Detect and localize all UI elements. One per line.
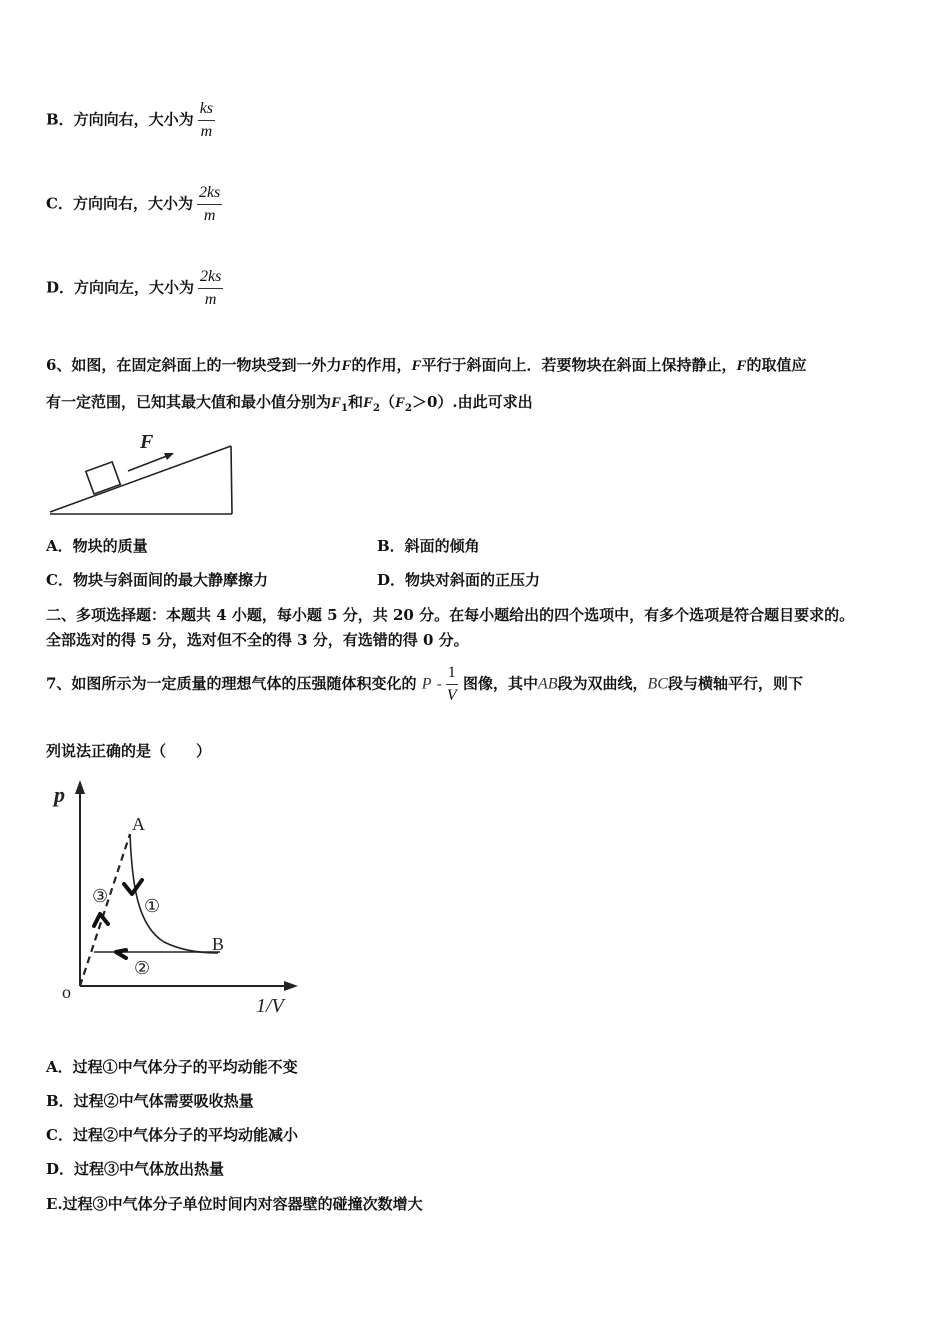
force-arrow-line <box>128 454 172 471</box>
fraction-q5-c: $\frac{2ks}{m}$ <box>198 184 221 224</box>
q6-incline-figure <box>46 426 236 518</box>
q6-stem-line1: 6、如图，在固定斜面上的一物块受到一外力F的作用，F平行于斜面向上．若要物块在斜面上保持静止，F的取值应 <box>46 356 807 374</box>
x-axis-arrow <box>284 981 298 991</box>
fraction-p-over-v: $\frac{1}{V}$ <box>446 664 457 704</box>
process-2-label: ② <box>134 958 151 978</box>
section2-line1: 二、多项选择题：本题共 4 小题，每小题 5 分，共 20 分。在每小题给出的四个选项中，有多个选项是符合题目要求的。 <box>46 606 855 624</box>
q6-option-d: D．物块对斜面的正压力 <box>377 571 541 589</box>
point-b-label: B <box>212 934 225 954</box>
q7-option-e: E.过程③中气体分子单位时间内对容器壁的碰撞次数增大 <box>46 1195 423 1213</box>
option-q5-c: C．方向向右，大小为 $\frac{2ks}{m}$ <box>46 184 221 224</box>
q7-stem-line1: 7、如图所示为一定质量的理想气体的压强随体积变化的 P - $\frac{1}{V}$ 图像，其中AB段为双曲线，BC段与横轴平行，则下 <box>46 664 803 704</box>
process-2-arrow <box>116 950 126 958</box>
q6-option-c: C．物块与斜面间的最大静摩擦力 <box>46 571 268 589</box>
block <box>86 462 121 494</box>
q7-option-b: B．过程②中气体需要吸收热量 <box>46 1092 254 1110</box>
y-axis-label: p <box>54 782 65 807</box>
section2-line2: 全部选对的得 5 分，选对但不全的得 3 分，有选错的得 0 分。 <box>46 631 469 649</box>
q6-option-b: B．斜面的倾角 <box>377 537 480 555</box>
q7-p-1v-graph <box>46 776 306 1020</box>
option-q5-d: D．方向向左，大小为 $\frac{2ks}{m}$ <box>46 268 222 308</box>
process-1-arrow <box>124 880 142 894</box>
incline-vertical <box>231 446 232 514</box>
option-q5-b: B．方向向右，大小为 $\frac{ks}{m}$ <box>46 100 214 140</box>
fraction-q5-b: $\frac{ks}{m}$ <box>199 100 214 140</box>
q6-option-a: A．物块的质量 <box>46 537 148 555</box>
q7-option-a: A．过程①中气体分子的平均动能不变 <box>46 1058 298 1076</box>
q7-option-c: C．过程②中气体分子的平均动能减小 <box>46 1126 298 1144</box>
y-axis-arrow <box>75 780 85 794</box>
incline-hypotenuse <box>50 446 231 512</box>
force-arrow-head <box>164 453 174 460</box>
fraction-q5-d: $\frac{2ks}{m}$ <box>200 268 222 308</box>
process-1-label: ① <box>144 896 161 916</box>
q7-stem-line2: 列说法正确的是（ ） <box>46 742 212 760</box>
q6-stem-line2: 有一定范围，已知其最大值和最小值分别为$F_1$和$F_2(F_2>0)$.由此可求出 <box>46 393 533 414</box>
force-label: F <box>140 431 154 453</box>
process-3-label: ③ <box>92 886 109 906</box>
point-a-label: A <box>132 814 145 834</box>
origin-label: o <box>62 982 71 1002</box>
x-axis-label: 1/V <box>256 995 284 1017</box>
q7-option-d: D．过程③中气体放出热量 <box>46 1160 225 1178</box>
process-3-line <box>80 834 130 986</box>
process-1-curve <box>130 834 218 953</box>
